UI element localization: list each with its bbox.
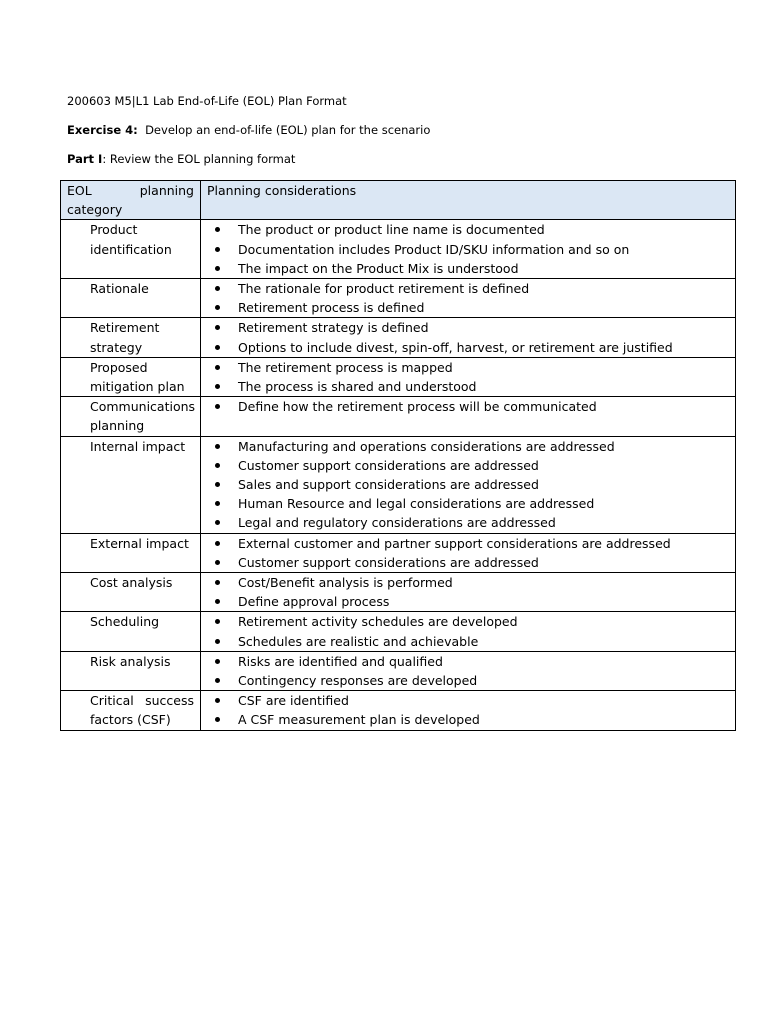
list-item: The retirement process is mapped [201, 358, 735, 377]
exercise-label: Exercise 4: [67, 123, 138, 137]
considerations-list [201, 652, 735, 690]
list-item: Options to include divest, spin-off, harvest, or retirement are justified [201, 338, 735, 357]
part-line [67, 152, 295, 166]
considerations-list [201, 279, 735, 317]
exercise-line [67, 123, 430, 137]
list-item: Human Resource and legal considerations are addressed [201, 494, 735, 513]
list-item: The product or product line name is documented [201, 220, 735, 239]
category-cell: Rationale [61, 279, 201, 318]
considerations-cell [201, 691, 736, 730]
category-line: factors (CSF) [90, 712, 171, 728]
category-cell: External impact [61, 533, 201, 572]
list-item: The process is shared and understood [201, 377, 735, 396]
part-label: Part I [67, 152, 103, 166]
list-item: Sales and support considerations are addressed [201, 475, 735, 494]
table-row [61, 318, 736, 357]
considerations-cell [201, 397, 736, 436]
list-item: A CSF measurement plan is developed [201, 710, 735, 729]
table-row [61, 533, 736, 572]
list-item: Retirement process is defined [201, 298, 735, 317]
header-considerations-cell: Planning considerations [201, 181, 736, 220]
list-item: Define approval process [201, 592, 735, 611]
considerations-list [201, 612, 735, 650]
list-item: CSF are identified [201, 691, 735, 710]
list-item: Documentation includes Product ID/SKU information and so on [201, 240, 735, 259]
list-item: Schedules are realistic and achievable [201, 632, 735, 651]
category-cell: Risk analysis [61, 651, 201, 690]
considerations-list [201, 534, 735, 572]
considerations-list [201, 220, 735, 278]
table-row [61, 651, 736, 690]
header-category-word: EOL [67, 183, 92, 198]
considerations-list [201, 691, 735, 729]
eol-planning-table [60, 180, 736, 731]
category-cell: Communications planning [61, 397, 201, 436]
table-row [61, 357, 736, 396]
document-title: 200603 M5|L1 Lab End-of-Life (EOL) Plan Format [67, 94, 347, 108]
considerations-list [201, 437, 735, 533]
considerations-cell [201, 357, 736, 396]
header-category-cell [61, 181, 201, 220]
table-row [61, 279, 736, 318]
table-row [61, 436, 736, 533]
list-item: External customer and partner support considerations are addressed [201, 534, 735, 553]
considerations-cell [201, 318, 736, 357]
considerations-cell [201, 279, 736, 318]
category-cell: Retirement strategy [61, 318, 201, 357]
category-cell: Scheduling [61, 612, 201, 651]
considerations-cell [201, 651, 736, 690]
list-item: Define how the retirement process will be communicated [201, 397, 735, 416]
table-row [61, 573, 736, 612]
list-item: Customer support considerations are addressed [201, 456, 735, 475]
considerations-cell [201, 573, 736, 612]
list-item: The rationale for product retirement is defined [201, 279, 735, 298]
list-item: Manufacturing and operations considerations are addressed [201, 437, 735, 456]
table-row [61, 691, 736, 730]
header-category-word: category [67, 202, 123, 218]
category-cell: Cost analysis [61, 573, 201, 612]
table-row [61, 612, 736, 651]
considerations-list [201, 358, 735, 396]
header-category-word: planning [139, 183, 194, 198]
considerations-list [201, 397, 735, 416]
list-item: Cost/Benefit analysis is performed [201, 573, 735, 592]
category-cell: Internal impact [61, 436, 201, 533]
list-item: The impact on the Product Mix is understood [201, 259, 735, 278]
category-cell: Proposed mitigation plan [61, 357, 201, 396]
category-word: Critical [90, 693, 134, 709]
list-item: Retirement activity schedules are developed [201, 612, 735, 631]
considerations-list [201, 318, 735, 356]
list-item: Legal and regulatory considerations are addressed [201, 513, 735, 532]
table-row [61, 220, 736, 279]
part-text: : Review the EOL planning format [102, 152, 296, 166]
category-cell: Product identification [61, 220, 201, 279]
list-item: Retirement strategy is defined [201, 318, 735, 337]
table-header-row [61, 181, 736, 220]
considerations-cell [201, 533, 736, 572]
category-word: success [145, 693, 194, 709]
exercise-text: Develop an end-of-life (EOL) plan for the scenario [145, 123, 431, 137]
category-cell [61, 691, 201, 730]
considerations-cell [201, 612, 736, 651]
considerations-cell [201, 220, 736, 279]
list-item: Risks are identified and qualified [201, 652, 735, 671]
considerations-list [201, 573, 735, 611]
considerations-cell [201, 436, 736, 533]
list-item: Contingency responses are developed [201, 671, 735, 690]
table-row [61, 397, 736, 436]
list-item: Customer support considerations are addressed [201, 553, 735, 572]
